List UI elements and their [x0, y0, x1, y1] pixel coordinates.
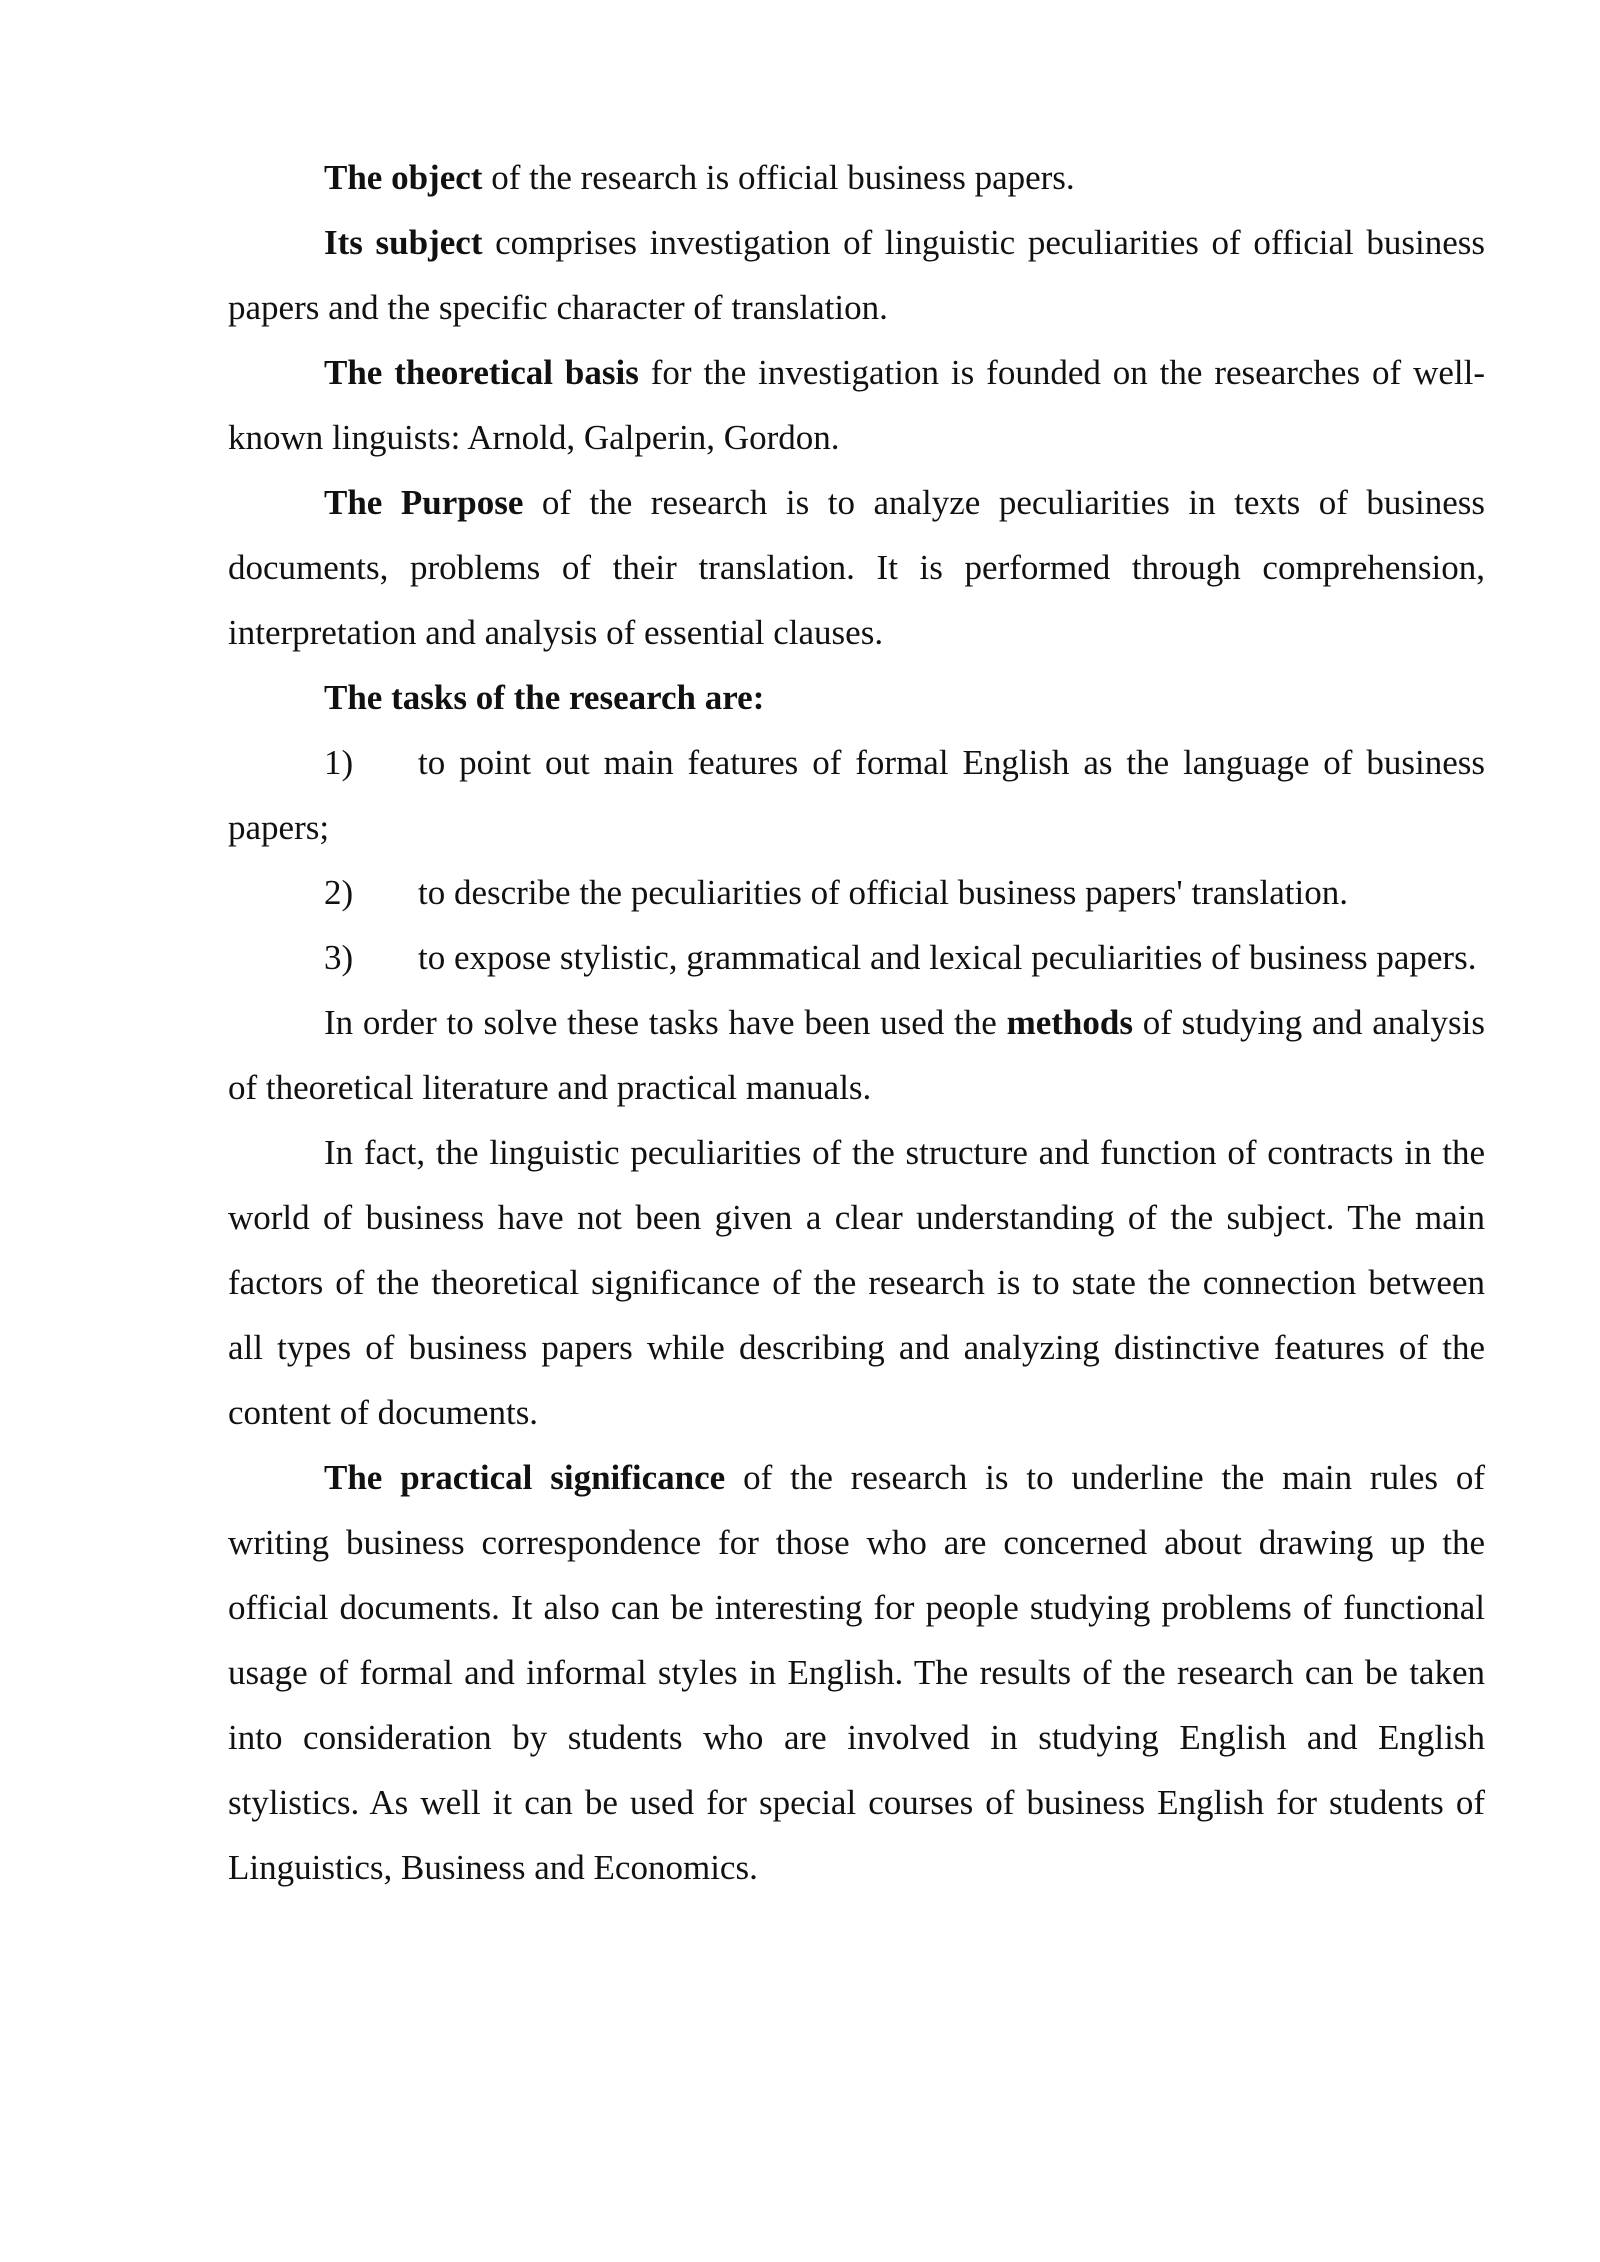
basis-text: for the investigation is founded on the researches of well-known linguists: Arnold, Galperin, Gordon.	[228, 353, 1485, 457]
task-text: to expose stylistic, grammatical and lexical peculiarities of business papers.	[418, 938, 1477, 977]
task-text: to describe the peculiarities of official business papers' translation.	[418, 873, 1348, 912]
subject-paragraph	[228, 210, 1485, 340]
purpose-text: of the research is to analyze peculiarities in texts of business documents, problems of their translation. It is performed through comprehension, interpretation and analysis of essential clauses.	[228, 483, 1485, 652]
methods-paragraph	[228, 990, 1485, 1120]
object-text: of the research is official business papers.	[482, 158, 1075, 197]
purpose-lead: The Purpose	[324, 483, 524, 522]
task-item-3	[228, 925, 1485, 990]
document-page	[228, 145, 1485, 1900]
methods-after: of studying and analysis of theoretical literature and practical manuals.	[228, 1003, 1485, 1107]
purpose-paragraph	[228, 470, 1485, 665]
methods-bold: methods	[1006, 1003, 1133, 1042]
task-item-1	[228, 730, 1485, 860]
practical-paragraph	[228, 1445, 1485, 1900]
object-paragraph	[228, 145, 1485, 210]
task-text: to point out main features of formal English as the language of business papers;	[228, 743, 1485, 847]
subject-text: comprises investigation of linguistic peculiarities of official business papers and the specific character of translation.	[228, 223, 1486, 327]
basis-paragraph	[228, 340, 1485, 470]
methods-before: In order to solve these tasks have been used the	[324, 1003, 1007, 1042]
object-lead: The object	[324, 158, 483, 197]
task-number: 3)	[324, 938, 354, 977]
task-number: 2)	[324, 873, 354, 912]
task-item-2	[228, 860, 1485, 925]
practical-text: of the research is to underline the main rules of writing business correspondence for those who are concerned about drawing up the official documents. It also can be interesting for people studying problems of functional usage of formal and informal styles in English. The results of the research can be taken into consideration by students who are involved in studying English and English stylistics. As well it can be used for special courses of business English for students of Linguistics, Business and Economics.	[228, 1458, 1485, 1887]
task-number: 1)	[324, 743, 354, 782]
basis-lead: The theoretical basis	[324, 353, 639, 392]
fact-paragraph: In fact, the linguistic peculiarities of the structure and function of contracts in the world of business have not been given a clear understanding of the subject. The main factors of the theoretical significance of the research is to state the connection between all types of business papers while describing and analyzing distinctive features of the content of documents.	[228, 1133, 1485, 1432]
tasks-heading: The tasks of the research are:	[324, 678, 765, 717]
practical-lead: The practical significance	[324, 1458, 726, 1497]
subject-lead: Its subject	[324, 223, 483, 262]
